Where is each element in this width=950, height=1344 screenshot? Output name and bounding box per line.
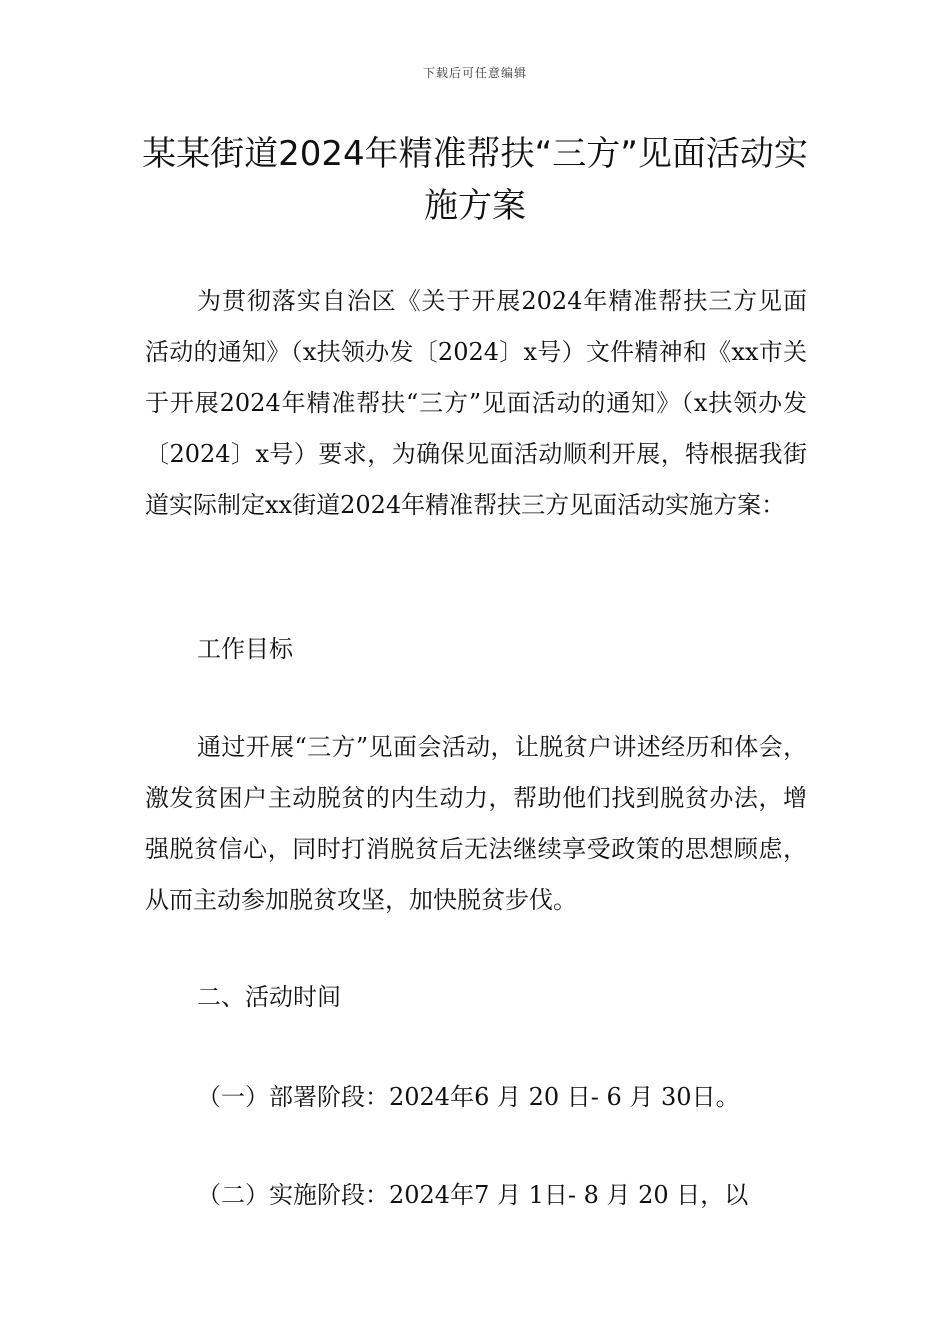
goal-paragraph: 通过开展“三方”见面会活动，让脱贫户讲述经历和体会，激发贫困户主动脱贫的内生动力，帮助他们找到脱贫办法，增强脱贫信心，同时打消脱贫后无法继续享受政策的思想顾虑，从而主动参加脱贫攻坚，加快脱贫步伐。: [145, 733, 807, 914]
header-note: 下载后可任意编辑: [422, 66, 527, 80]
section-heading-time: 二、活动时间: [197, 983, 341, 1011]
intro-paragraph: 为贯彻落实自治区《关于开展2024年精准帮扶三方见面活动的通知》（x扶领办发〔2024〕x号）文件精神和《xx市关于开展2024年精准帮扶“三方”见面活动的通知》（x扶领办发〔2024〕x号）要求，为确保见面活动顺利开展，特根据我街道实际制定xx街道2024年精准帮扶三方见面活动实施方案：: [145, 287, 807, 519]
document-title: 某某街道2024年精准帮扶“三方”见面活动实施方案: [142, 134, 808, 226]
phase-1-item: （一）部署阶段：2024年6 月 20 日- 6 月 30日。: [197, 1083, 740, 1111]
phase-2-item: （二）实施阶段：2024年7 月 1日- 8 月 20 日，以: [197, 1181, 749, 1209]
section-heading-goal: 工作目标: [197, 635, 293, 663]
